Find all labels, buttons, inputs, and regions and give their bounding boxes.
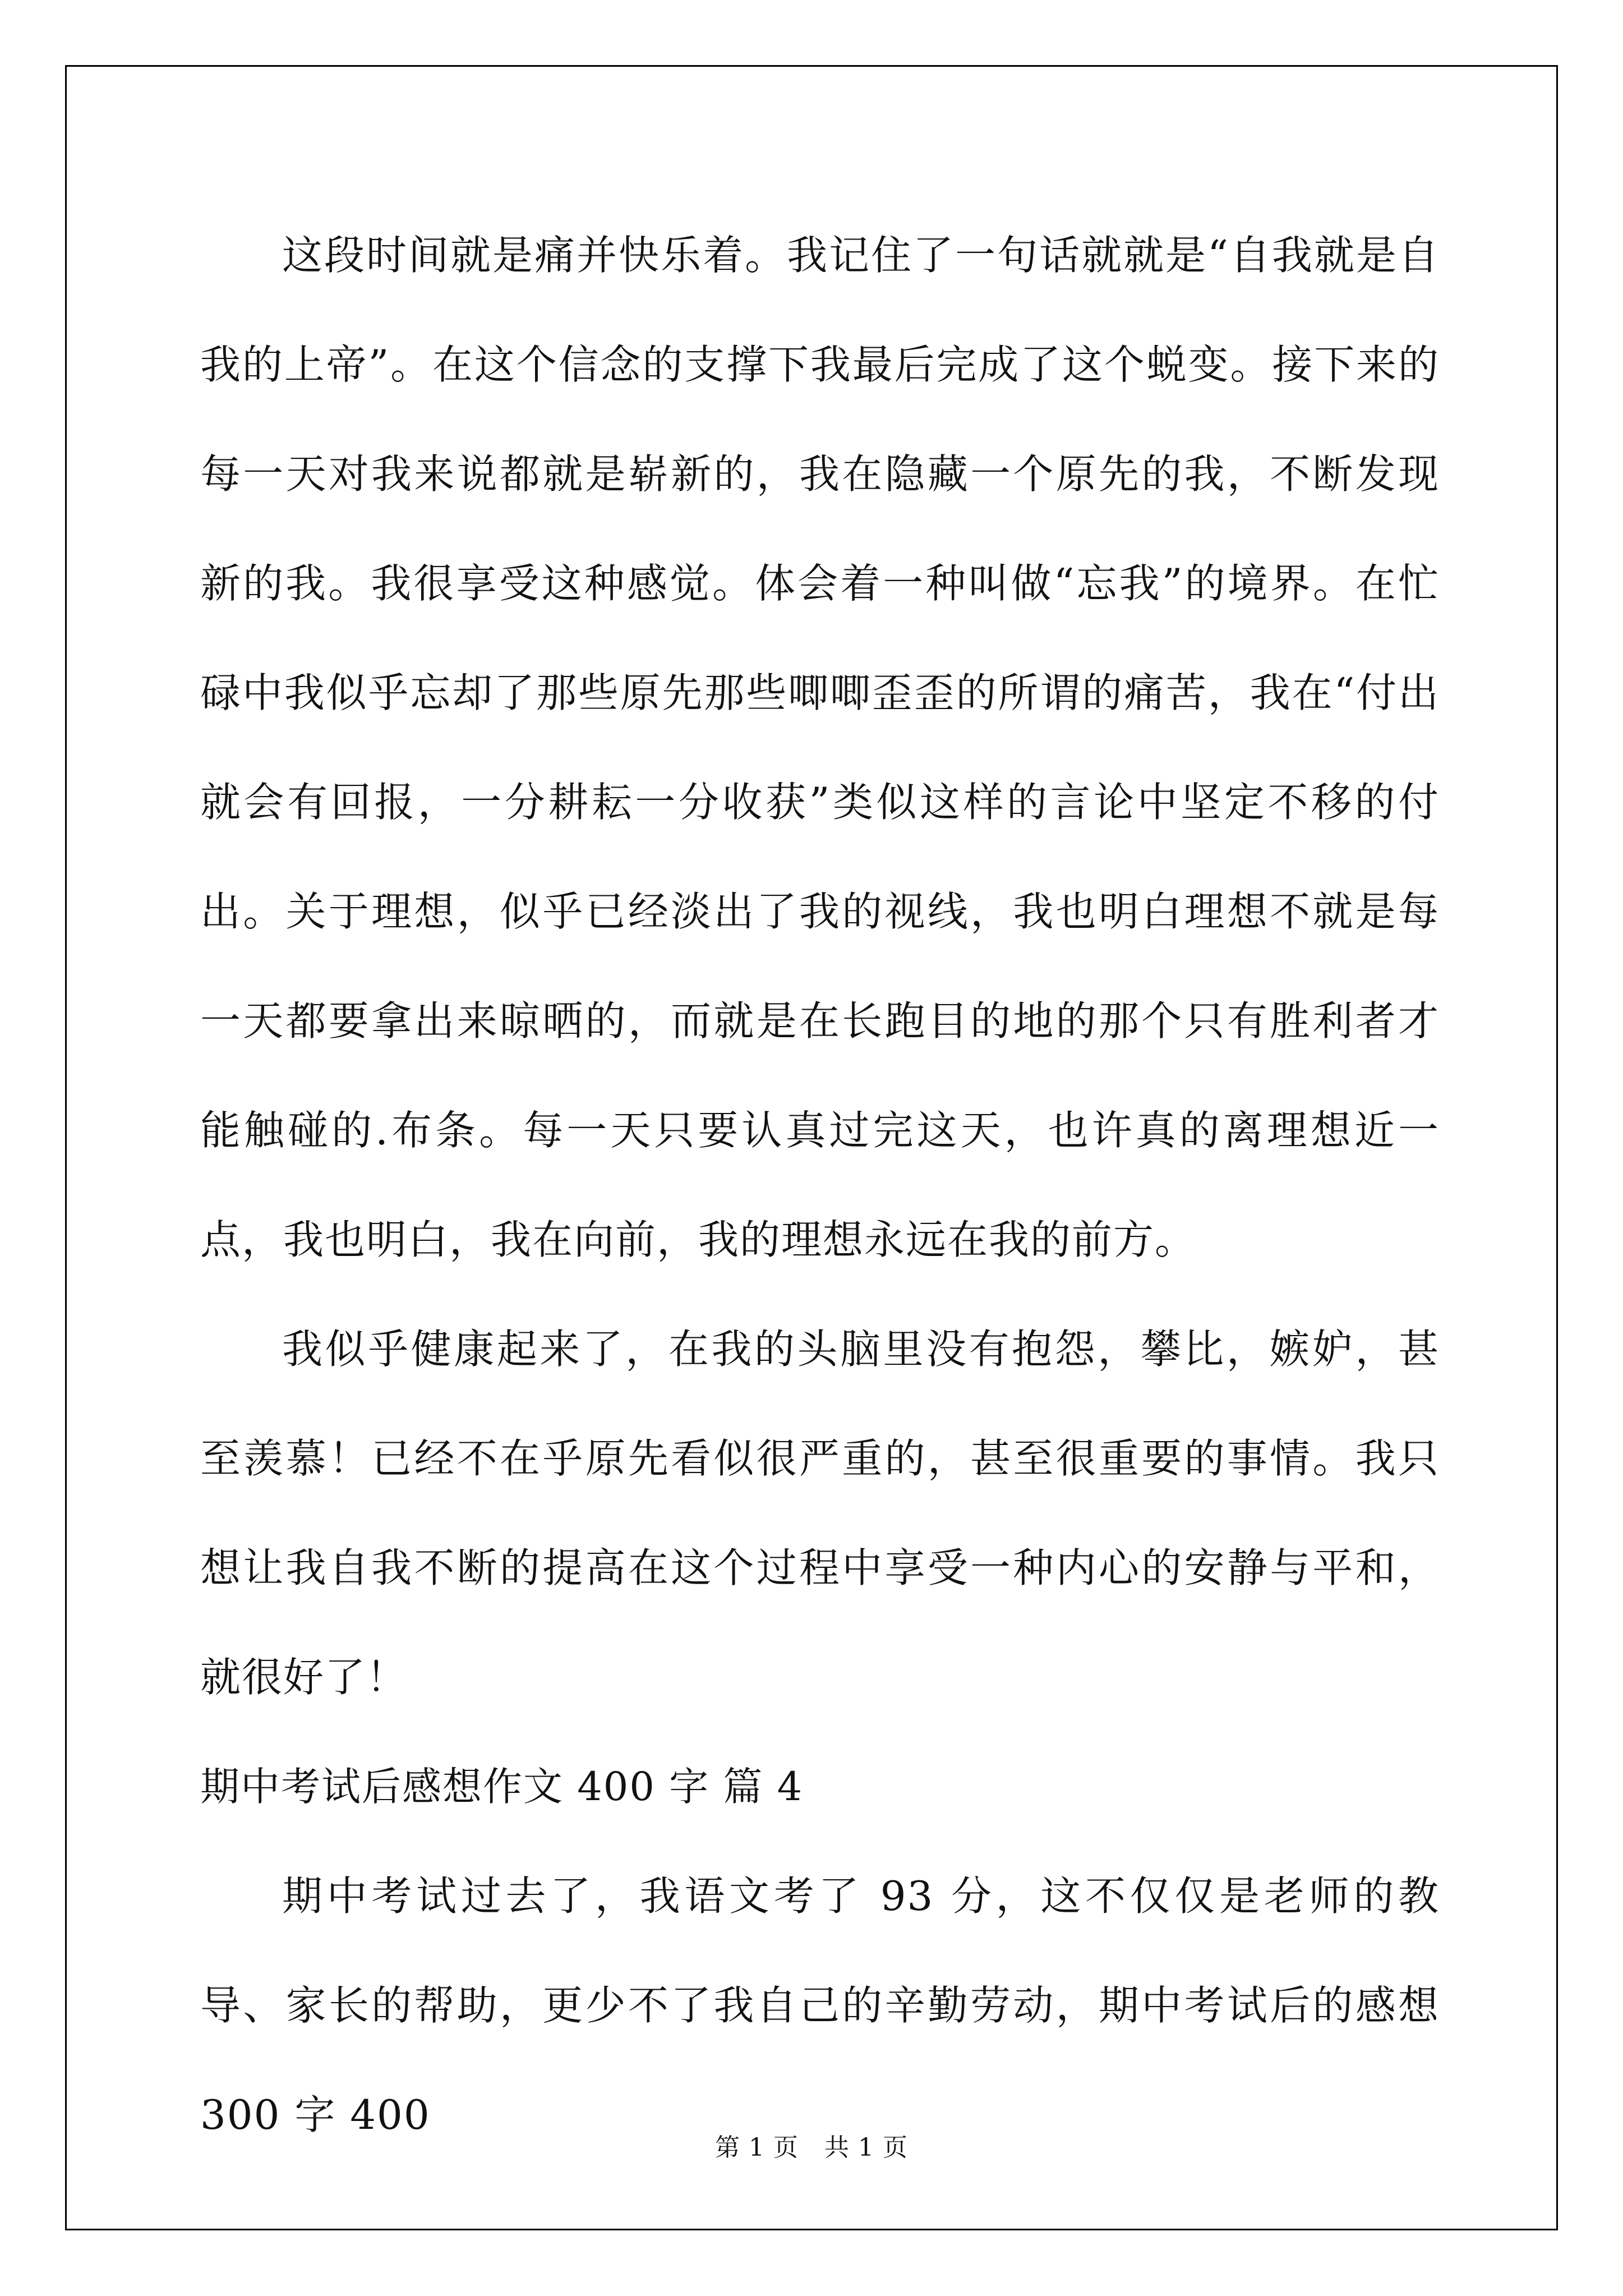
page-total: 共 1 页 — [824, 2133, 908, 2162]
body-paragraph: 这段时间就是痛并快乐着。我记住了一句话就就是“自我就是自我的上帝”。在这个信念的支撑下我最后完成了这个蜕变。接下来的每一天对我来说都就是崭新的，我在隐藏一个原先的我，不断发现新的我。我很享受这种感觉。体会着一种叫做“忘我”的境界。在忙碌中我似乎忘却了那些原先那些唧唧歪歪的所谓的痛苦，我在“付出就会有回报，一分耕耘一分收获”类似这样的言论中坚定不移的付出。关于理想，似乎已经淡出了我的视线，我也明白理想不就是每一天都要拿出来晾晒的，而就是在长跑目的地的那个只有胜利者才能触碰的.布条。每一天只要认真过完这天，也许真的离理想近一点，我也明白，我在向前，我的理想永远在我的前方。 — [200, 232, 1440, 1263]
page-number: 第 1 页 — [715, 2133, 799, 2162]
page-footer — [0, 2127, 1623, 2163]
body-paragraph: 期中考试过去了，我语文考了 93 分，这不仅仅是老师的教导、家长的帮助，更少不了我自己的辛勤劳动，期中考试后的感想 300 字 400 — [200, 1872, 1440, 2138]
body-paragraph: 我似乎健康起来了，在我的头脑里没有抱怨，攀比，嫉妒，甚至羡慕！已经不在乎原先看似很严重的，甚至很重要的事情。我只想让我自我不断的提高在这个过程中享受一种内心的安静与平和，就很好了！ — [200, 1326, 1440, 1701]
section-heading: 期中考试后感想作文 400 字 篇 4 — [200, 1764, 804, 1810]
document-body — [200, 201, 1440, 2170]
